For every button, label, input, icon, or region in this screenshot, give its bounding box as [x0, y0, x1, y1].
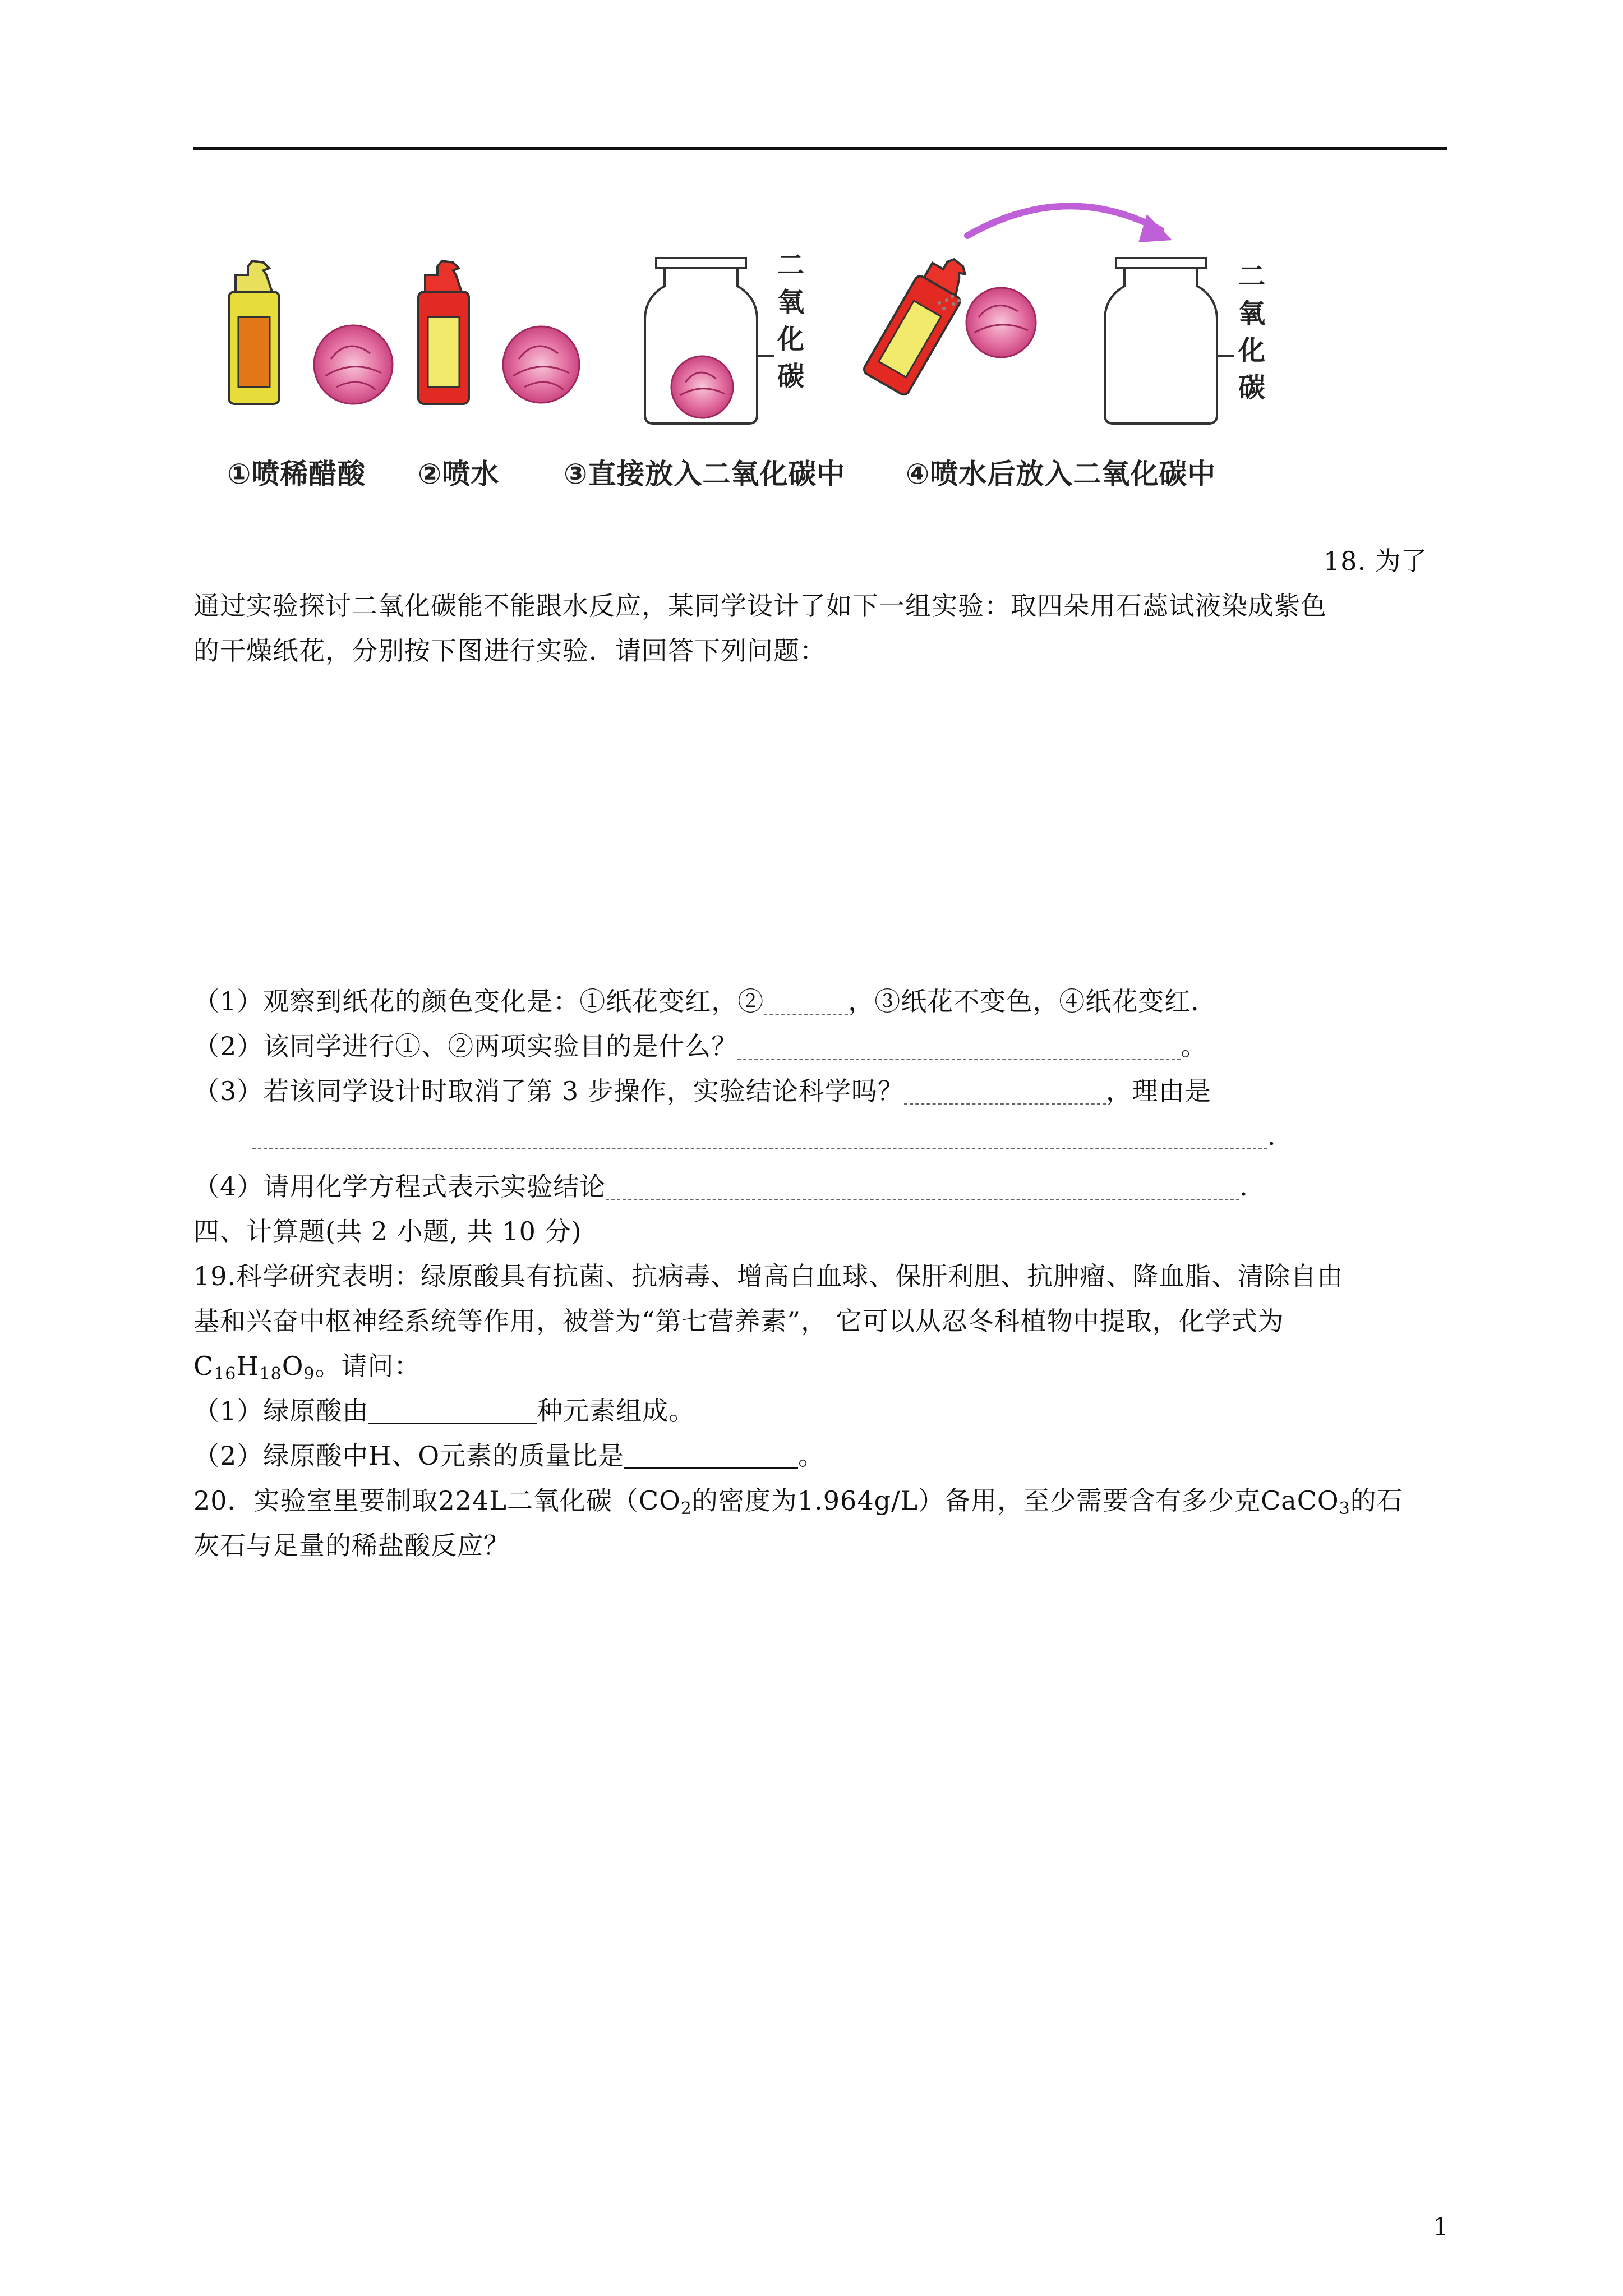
spray-bottle-tilted-icon [862, 247, 977, 397]
figure-caption: ③直接放入二氧化碳中 [564, 458, 846, 490]
rose-flower-icon [671, 356, 733, 418]
question-text: 基和兴奋中枢神经系统等作用，被誉为“第七营养素”， 它可以从忍冬科植物中提取，化学式为 [193, 1306, 1284, 1336]
sub-question-3: （3）若该同学设计时取消了第 3 步操作，实验结论科学吗？ ，理由是 [193, 1076, 1211, 1106]
answer-blank[interactable] [606, 1174, 1239, 1200]
sub-question-2: （2）该同学进行①、②两项实验目的是什么？ 。 [193, 1031, 1207, 1061]
answer-blank[interactable] [624, 1443, 798, 1469]
page-number: 1 [1433, 2213, 1449, 2242]
figure-caption: ④喷水后放入二氧化碳中 [906, 458, 1216, 490]
answer-blank[interactable] [368, 1398, 537, 1424]
gas-jar-icon [1105, 258, 1234, 424]
section-title: 四、计算题(共 2 小题, 共 10 分) [193, 1216, 582, 1246]
sub-question-2: （2）绿原酸中H、O元素的质量比是 。 [193, 1441, 825, 1471]
rose-flower-icon [966, 288, 1036, 357]
sub-question-1: （1）绿原酸由 种元素组成。 [193, 1396, 695, 1426]
jar-label-co2: 二 氧 化 碳 [1238, 261, 1265, 403]
figure-caption: ②喷水 [418, 458, 500, 490]
rose-flower-icon [314, 325, 393, 404]
experiment-figure [213, 196, 1335, 510]
question-number: 18. 为了 [1324, 546, 1428, 576]
header-rule [193, 147, 1447, 150]
sub-question-1: （1）观察到纸花的颜色变化是：①纸花变红，② ，③纸花不变色，④纸花变红． [193, 986, 1218, 1016]
question-text: 灰石与足量的稀盐酸反应？ [193, 1530, 510, 1561]
answer-blank[interactable] [252, 1124, 1267, 1149]
answer-blank[interactable] [737, 1034, 1181, 1060]
spray-bottle-acid-icon [229, 261, 279, 404]
figure-caption: ①喷稀醋酸 [227, 458, 366, 490]
question-text: 19.科学研究表明：绿原酸具有抗菌、抗病毒、增高白血球、保肝利胆、抗肿瘤、降血脂、清除自由 [193, 1261, 1344, 1291]
jar-label-co2: 二 氧 化 碳 [777, 250, 804, 392]
rose-flower-icon [503, 326, 579, 403]
arrow-icon [967, 206, 1172, 242]
sub-question-3-line2: . [252, 1119, 1276, 1153]
spray-bottle-water-icon [418, 261, 469, 404]
sub-question-4: （4）请用化学方程式表示实验结论 . [193, 1171, 1248, 1202]
chemical-formula: $C_{16}H_{18}O_9$。请问： [193, 1351, 421, 1384]
question-text: 的干燥纸花，分别按下图进行实验．请回答下列问题： [193, 636, 826, 666]
question-text: 20．实验室里要制取224L二氧化碳（$CO_2$的密度为1.964g/L）备用，至少需要含有多少克CaCO$_3$的石 [193, 1485, 1403, 1519]
answer-blank[interactable] [764, 989, 848, 1015]
question-text: 通过实验探讨二氧化碳能不能跟水反应，某同学设计了如下一组实验：取四朵用石蕊试液染成紫色 [193, 591, 1327, 621]
answer-blank[interactable] [904, 1079, 1106, 1105]
